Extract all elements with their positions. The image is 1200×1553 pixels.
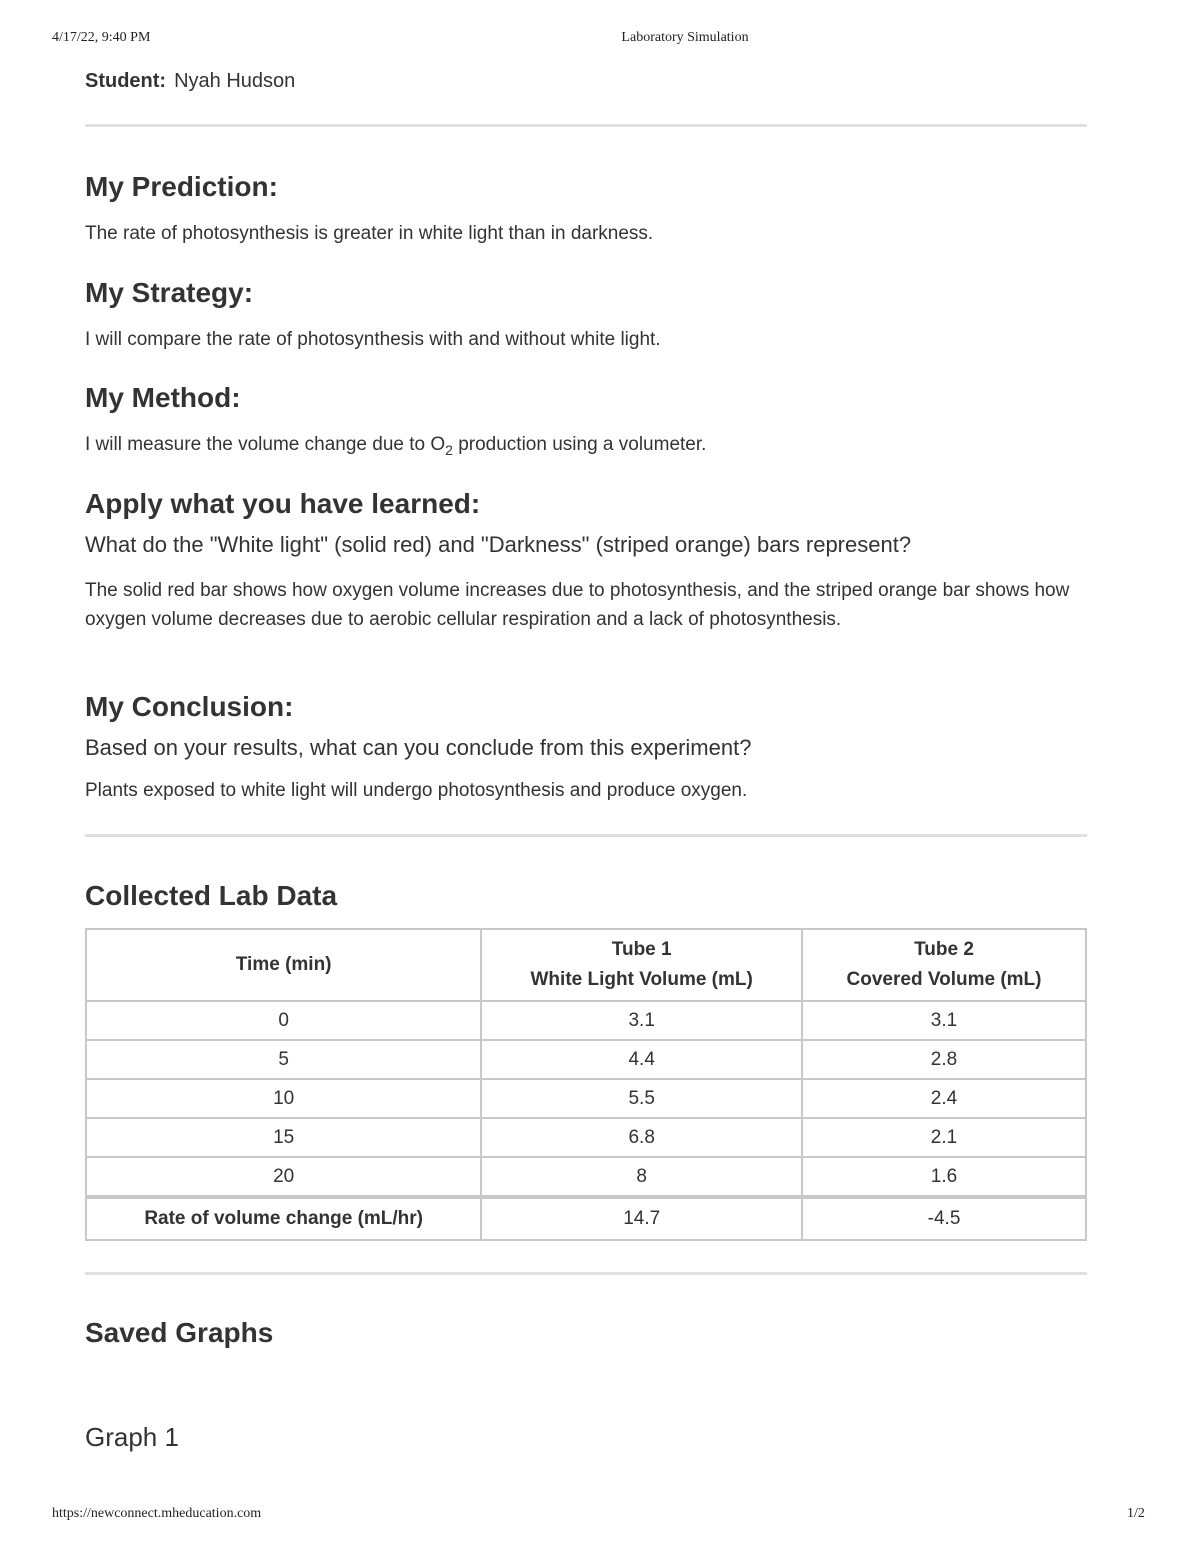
print-datetime: 4/17/22, 9:40 PM <box>52 30 151 45</box>
table-header-row <box>86 929 1086 1001</box>
cell-time: 0 <box>86 1001 481 1040</box>
method-subscript: 2 <box>445 441 453 458</box>
divider <box>85 1272 1087 1275</box>
saved-graphs-heading: Saved Graphs <box>85 1317 274 1348</box>
divider <box>85 124 1087 127</box>
table-row <box>86 1079 1086 1118</box>
cell-tube1: 8 <box>481 1157 802 1197</box>
print-url: https://newconnect.mheducation.com <box>52 1506 262 1521</box>
lab-data-table <box>85 928 1087 1241</box>
cell-tube1: 3.1 <box>481 1001 802 1040</box>
header-tube1-line2: White Light Volume (mL) <box>530 969 753 990</box>
method-text <box>85 430 1087 465</box>
rate-row <box>86 1197 1086 1240</box>
cell-tube2: 3.1 <box>802 1001 1086 1040</box>
print-page-number: 1/2 <box>1127 1506 1145 1521</box>
header-tube2-line2: Covered Volume (mL) <box>846 969 1042 990</box>
table-row <box>86 1040 1086 1079</box>
prediction-heading: My Prediction: <box>85 171 278 202</box>
cell-tube2: 2.8 <box>802 1040 1086 1079</box>
table-row <box>86 1001 1086 1040</box>
cell-tube1: 4.4 <box>481 1040 802 1079</box>
divider <box>85 834 1087 837</box>
graph-label: Graph 1 <box>85 1422 179 1452</box>
method-heading: My Method: <box>85 382 241 413</box>
conclusion-heading: My Conclusion: <box>85 691 294 722</box>
rate-label: Rate of volume change (mL/hr) <box>86 1197 481 1240</box>
strategy-text: I will compare the rate of photosynthesis with and without white light. <box>85 329 661 350</box>
strategy-heading: My Strategy: <box>85 277 254 308</box>
header-time <box>86 929 481 1001</box>
lab-data-heading: Collected Lab Data <box>85 880 338 911</box>
cell-tube2: 2.4 <box>802 1079 1086 1118</box>
student-label: Student: <box>85 70 167 92</box>
cell-tube2: 2.1 <box>802 1118 1086 1157</box>
cell-time: 10 <box>86 1079 481 1118</box>
method-text-before: I will measure the volume change due to O <box>85 434 446 455</box>
apply-question: What do the "White light" (solid red) and "Darkness" (striped orange) bars represent? <box>85 532 912 557</box>
conclusion-answer: Plants exposed to white light will undergo photosynthesis and produce oxygen. <box>85 780 748 801</box>
rate-tube1: 14.7 <box>481 1197 802 1240</box>
table-row <box>86 1118 1086 1157</box>
cell-tube2: 1.6 <box>802 1157 1086 1197</box>
header-tube2 <box>802 929 1086 1001</box>
prediction-text: The rate of photosynthesis is greater in white light than in darkness. <box>85 223 654 244</box>
header-tube1 <box>481 929 802 1001</box>
student-name: Nyah Hudson <box>174 70 296 92</box>
header-time-label: Time (min) <box>235 954 332 975</box>
cell-time: 15 <box>86 1118 481 1157</box>
apply-answer: The solid red bar shows how oxygen volume increases due to photosynthesis, and the striped orange bar shows how oxygen volume decreases due to aerobic cellular respiration and a lack of photosynthesis. <box>85 580 1070 630</box>
rate-tube2: -4.5 <box>802 1197 1086 1240</box>
cell-tube1: 5.5 <box>481 1079 802 1118</box>
header-tube1-line1: Tube 1 <box>611 939 672 960</box>
print-title: Laboratory Simulation <box>621 30 749 45</box>
cell-time: 20 <box>86 1157 481 1197</box>
student-line <box>85 70 295 93</box>
header-tube2-line1: Tube 2 <box>914 939 974 960</box>
method-text-after: production using a volumeter. <box>452 434 707 455</box>
cell-time: 5 <box>86 1040 481 1079</box>
cell-tube1: 6.8 <box>481 1118 802 1157</box>
conclusion-question: Based on your results, what can you conclude from this experiment? <box>85 735 752 760</box>
apply-heading: Apply what you have learned: <box>85 488 481 519</box>
table-row <box>86 1157 1086 1197</box>
